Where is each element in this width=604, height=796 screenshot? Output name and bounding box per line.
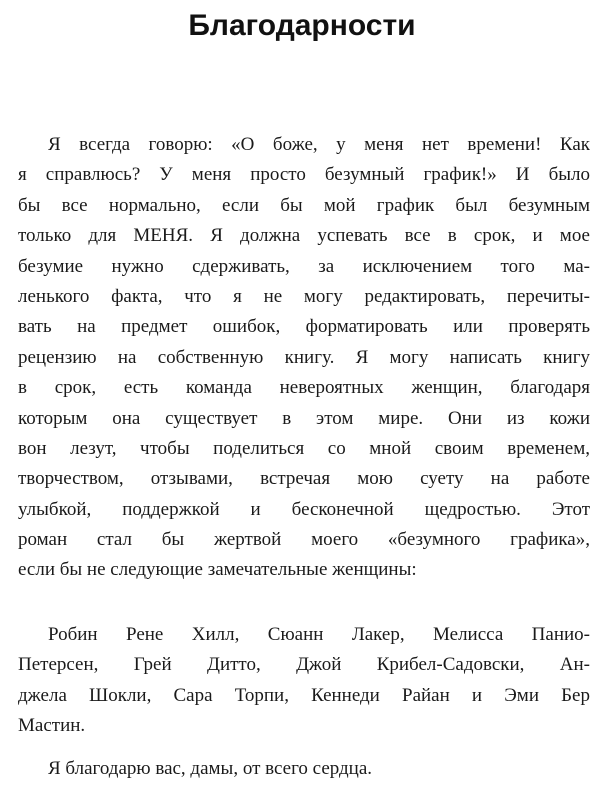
text-line: Я благодарю вас, дамы, от всего сердца. — [48, 758, 373, 779]
text-line: в срок, есть команда невероятных женщин, благодаря — [18, 377, 590, 399]
text-line: только для МЕНЯ. Я должна успевать все в срок, и мое — [18, 225, 590, 247]
paragraph-closing — [18, 754, 590, 784]
text-line: рецензию на собственную книгу. Я могу написать книгу — [18, 346, 590, 368]
text-line: которым она существует в этом мире. Они из кожи — [18, 407, 590, 429]
text-line: Я всегда говорю: «О боже, у меня нет времени! Как — [48, 134, 590, 155]
text-line: джела Шокли, Сара Торпи, Кеннеди Райан и Эми Бер — [18, 684, 590, 706]
text-line: я справлюсь? У меня просто безумный график!» И было — [18, 164, 590, 186]
text-line: вон лезут, чтобы поделиться со мной своим временем, — [18, 437, 590, 459]
paragraph-names — [18, 620, 590, 742]
text-line: Робин Рене Хилл, Сюанн Лакер, Мелисса Панио- — [48, 624, 590, 645]
text-line: творчеством, отзывами, встречая мою суету на работе — [18, 468, 590, 490]
text-line: Мастин. — [18, 715, 86, 737]
text-line: безумие нужно сдерживать, за исключением того ма- — [18, 255, 590, 277]
text-line: роман стал бы жертвой моего «безумного графика», — [18, 529, 590, 551]
text-line: если бы не следующие замечательные женщины: — [18, 559, 417, 581]
text-line: вать на предмет ошибок, форматировать или проверять — [18, 316, 590, 338]
text-line: улыбкой, поддержкой и бесконечной щедростью. Этот — [18, 498, 590, 520]
text-line: ленького факта, что я не могу редактировать, перечиты- — [18, 285, 590, 307]
text-line: Петерсен, Грей Дитто, Джой Крибел-Садовски, Ан- — [18, 654, 590, 676]
chapter-title: Благодарности — [188, 9, 416, 42]
text-line: бы все нормально, если бы мой график был безумным — [18, 194, 590, 216]
paragraph-intro — [18, 130, 590, 586]
